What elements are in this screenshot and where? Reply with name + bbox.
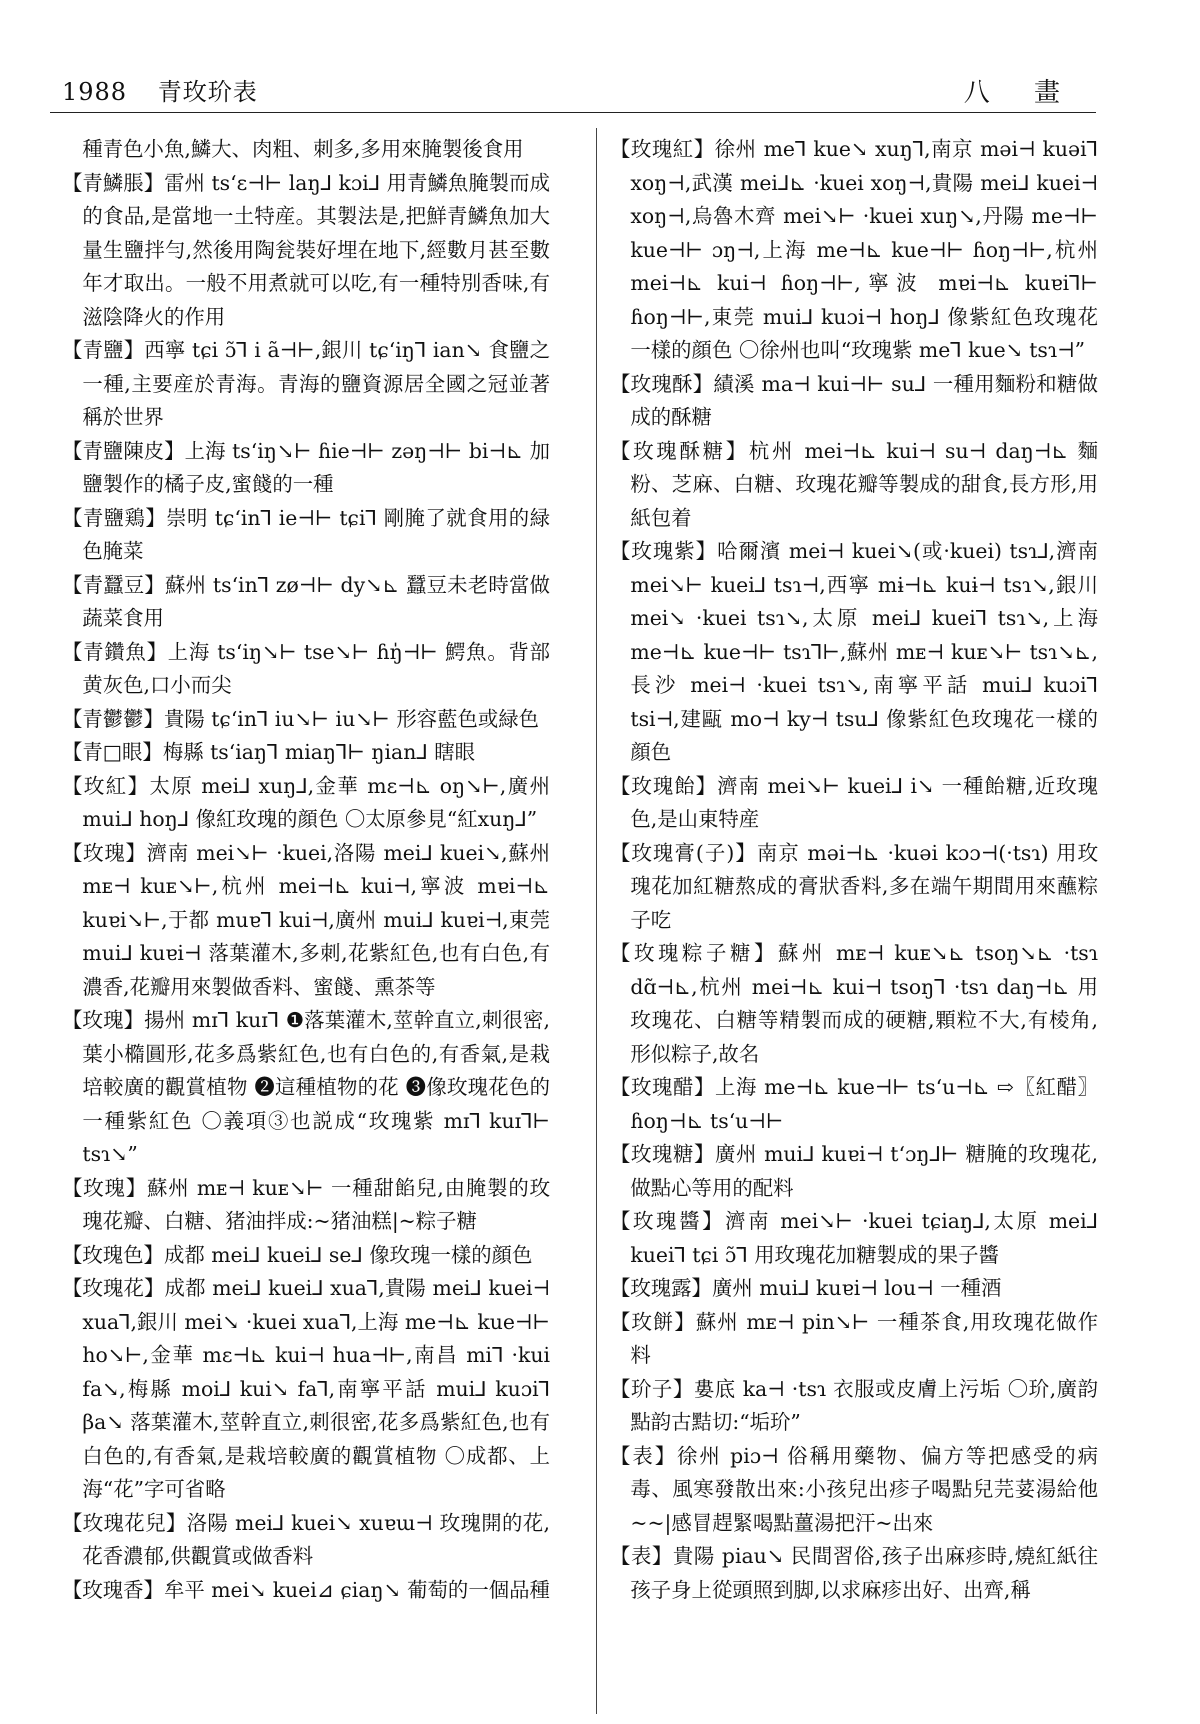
dictionary-entry: 【玫餅】蘇州 mᴇ⊣ pin↘⊢ 一種茶食,用玫瑰花做作料 [610,1309,1098,1367]
dictionary-entry: 【表】貴陽 piau↘ 民間習俗,孩子出麻疹時,燒紅紙往孩子身上從頭照到脚,以求麻疹出好、出齊,稱 [610,1544,1098,1602]
header-rule [50,112,1096,113]
dictionary-entry: 【玫瑰粽子糖】蘇州 mᴇ⊣ kuᴇ↘⊾ tsoŋ↘⊾ ·tsɿ dɑ̃⊣⊾,杭州 mei⊣⊾ kui⊣ tsoŋ⅂ ·tsɿ daŋ⊣⊾ 用玫瑰花、白糖等精製而成的硬糖,顆粒不大,有棱角,形似粽子,故名 [610,941,1098,1066]
column-divider [596,128,597,1714]
dictionary-entry: 【玫瑰】揚州 mɪ⅂ kuɪ⅂ ❶落葉灌木,莖幹直立,刺很密,葉小橢圓形,花多爲紫紅色,也有白色的,有香氣,是栽培較廣的觀賞植物 ❷這種植物的花 ❸像玫瑰花色的一種紫紅色 〇義項③也説成“玫瑰紫 mɪ⅂ kuɪ⅂⊢ tsɿ↘” [62,1008,550,1166]
dictionary-entry: 【青鬱鬱】貴陽 tɕʻin⅂ iu↘⊢ iu↘⊢ 形容藍色或緑色 [62,706,540,731]
dictionary-entry: 【玫瑰酥】績溪 ma⊣ kui⊣⊢ su⅃ 一種用麵粉和糖做成的酥糖 [610,371,1098,429]
dictionary-entry: 【青鹽陳皮】上海 tsʻiŋ↘⊢ ɦie⊣⊢ zəŋ⊣⊢ bi⊣⊾ 加鹽製作的橘子皮,蜜餞的一種 [62,438,550,496]
dictionary-entry: 【玫瑰】蘇州 mᴇ⊣ kuᴇ↘⊢ 一種甜餡兒,由腌製的玫瑰花瓣、白糖、猪油拌成:~猪油糕|~粽子糖 [62,1175,550,1233]
right-column [610,133,1098,1607]
page-number: 1988 [62,78,128,106]
dictionary-entry: 【玫紅】太原 mei⅃ xuŋ⅃,金華 mɛ⊣⊾ oŋ↘⊢,廣州 mui⅃ hoŋ⅃ 像紅玫瑰的顔色 〇太原參見“紅xuŋ⅃” [62,773,550,831]
continuation-text: 種青色小魚,鱗大、肉粗、刺多,多用來腌製後食用 [82,137,524,161]
header-left [62,72,258,107]
dictionary-entry: 【青鑽魚】上海 tsʻiŋ↘⊢ tse↘⊢ ɦŋ̍⊣⊢ 鰐魚。背部黄灰色,口小而尖 [62,639,550,697]
dictionary-entry: 【玫瑰酥糖】杭州 mei⊣⊾ kui⊣ su⊣ daŋ⊣⊾ 麵粉、芝麻、白糖、玫瑰花瓣等製成的甜食,長方形,用紙包着 [610,438,1098,530]
dictionary-entry: 【玫瑰紫】哈爾濱 mei⊣ kuei↘(或·kuei) tsɿ⅃,濟南 mei↘⊢ kuei⅃ tsɿ⊣,西寧 mɨ⊣⊾ kuɨ⊣ tsɿ↘,銀川 mei↘ ·kuei tsɿ↘,太原 mei⅃ kuei⅂ tsɿ↘,上海 me⊣⊾ kue⊣⊢ tsɿ⅂⊢,蘇州 mᴇ⊣ kuᴇ↘⊢ tsɿ↘⊾,長沙 mei⊣ ·kuei tsɿ↘,南寧平話 mui⅃ kuɔi⅂ tsi⊣,建甌 mo⊣ ky⊣ tsu⅃ 像紫紅色玫瑰花一樣的顔色 [610,539,1098,764]
page-header [50,68,1096,118]
dictionary-entry: 【青鱗脹】雷州 tsʻɛ⊣⊢ laŋ⅃ kɔi⅃ 用青鱗魚腌製而成的食品,是當地一土特産。其製法是,把鮮青鱗魚加大量生鹽拌勻,然後用陶瓮裝好埋在地下,經數月甚至數年才取出。一般不用煮就可以吃,有一種特別香味,有滋陰降火的作用 [62,170,550,329]
dictionary-entry: 【表】徐州 piɔ⊣ 俗稱用藥物、偏方等把感受的病毒、風寒發散出來:小孩兒出疹子喝點兒芫荽湯給他~~|感冒趕緊喝點薑湯把汗~出來 [610,1443,1098,1535]
dictionary-entry: 【青鹽】西寧 tɕi ɔ̃⅂ i ã⊣⊢,銀川 tɕʻiŋ⅂ ian↘ 食鹽之一種,主要産於青海。青海的鹽資源居全國之冠並著稱於世界 [62,338,550,429]
section-title: 八 畫 [963,78,1078,108]
dictionary-entry: 【玫瑰花兒】洛陽 mei⅃ kuei↘ xuɐɯ⊣ 玫瑰開的花,花香濃郁,供觀賞或做香料 [62,1510,550,1568]
dictionary-entry: 【玫瑰糖】廣州 mui⅃ kuɐi⊣ tʻɔŋ⅃⊢ 糖腌的玫瑰花,做點心等用的配料 [610,1142,1098,1200]
dictionary-entry: 【玫瑰露】廣州 mui⅃ kuɐi⊣ lou⊣ 一種酒 [610,1276,1002,1300]
dictionary-entry: 【玠子】婁底 ka⊣ ·tsɿ 衣服或皮膚上污垢 〇玠,廣韵點韵古黠切:“垢玠” [610,1376,1098,1434]
left-column [62,133,550,1607]
dictionary-entry: 【青鹽鶏】崇明 tɕʻin⅂ ie⊣⊢ tɕi⅂ 剛腌了就食用的緑色腌菜 [62,505,550,563]
running-title: 青玫玠表 [157,78,258,106]
dictionary-entry: 【青□眼】梅縣 tsʻiaŋ⅂ miaŋ⅂⊢ ŋian⅃ 瞎眼 [62,740,475,764]
dictionary-entry: 【玫瑰色】成都 mei⅃ kuei⅃ se⅃ 像玫瑰一樣的顔色 [62,1242,533,1267]
dictionary-entry: 【玫瑰紅】徐州 me⅂ kue↘ xuŋ⅂,南京 məi⊣ kuəi⅂ xoŋ⊣,武漢 mei⅃⊾ ·kuei xoŋ⊣,貴陽 mei⅃ kuei⊣ xoŋ⊣,烏魯木齊 mei↘⊢ ·kuei xuŋ↘,丹陽 me⊣⊢ kue⊣⊢ ɔŋ⊣,上海 me⊣⊾ kue⊣⊢ ɦoŋ⊣⊢,杭州 mei⊣⊾ kui⊣ ɦoŋ⊣⊢,寧波 mɐi⊣⊾ kuɐi⅂⊢ ɦoŋ⊣⊢,東莞 mui⅃ kuɔi⊣ hoŋ⅃ 像紫紅色玫瑰花一樣的顔色 〇徐州也叫“玫瑰紫 me⅂ kue↘ tsɿ⊣” [610,137,1098,362]
dictionary-entry: 【玫瑰花】成都 mei⅃ kuei⅃ xua⅂,貴陽 mei⅃ kuei⊣ xua⅂,銀川 mei↘ ·kuei xua⅂,上海 me⊣⊾ kue⊣⊢ ho↘⊢,金華 mɛ⊣⊾ kui⊣ hua⊣⊢,南昌 mi⅂ ·kui fa↘,梅縣 moi⅃ kui↘ fa⅂,南寧平話 mui⅃ kuɔi⅂ βa↘ 落葉灌木,莖幹直立,刺很密,花多爲紫紅色,也有白色的,有香氣,是栽培較廣的觀賞植物 〇成都、上海“花”字可省略 [62,1276,550,1501]
dictionary-entry: 【玫瑰】濟南 mei↘⊢ ·kuei,洛陽 mei⅃ kuei↘,蘇州 mᴇ⊣ kuᴇ↘⊢,杭州 mei⊣⊾ kui⊣,寧波 mɐi⊣⊾ kuɐi↘⊢,于都 muɐ⅂ kui⊣,廣州 mui⅃ kuɐi⊣,東莞 mui⅃ kuɐi⊣ 落葉灌木,多刺,花紫紅色,也有白色,有濃香,花瓣用來製做香料、蜜餞、熏茶等 [62,840,550,999]
dictionary-entry: 【青蠶豆】蘇州 tsʻin⅂ zø⊣⊢ dy↘⊾ 蠶豆未老時當做蔬菜食用 [62,572,550,630]
dictionary-entry: 【玫瑰香】牟平 mei↘ kuei⊿ ɕiaŋ↘ 葡萄的一個品種 [62,1577,550,1602]
dictionary-entry: 【玫瑰醬】濟南 mei↘⊢ ·kuei tɕiaŋ⅃,太原 mei⅃ kuei⅂ tɕi ɔ̃⅂ 用玫瑰花加糖製成的果子醬 [610,1209,1098,1267]
dictionary-entry: 【玫瑰飴】濟南 mei↘⊢ kuei⅃ i↘ 一種飴糖,近玫瑰色,是山東特産 [610,773,1098,831]
dictionary-entry: 【玫瑰膏(子)】南京 məi⊣⊾ ·kuəi kɔɔ⊣(·tsɿ) 用玫瑰花加紅糖熬成的膏狀香料,多在端午期間用來蘸粽子吃 [610,840,1098,932]
dictionary-entry: 【玫瑰醋】上海 me⊣⊾ kue⊣⊢ tsʻu⊣⊾ ⇨〖紅醋〗ɦoŋ⊣⊾ tsʻu⊣⊢ [610,1075,1098,1133]
